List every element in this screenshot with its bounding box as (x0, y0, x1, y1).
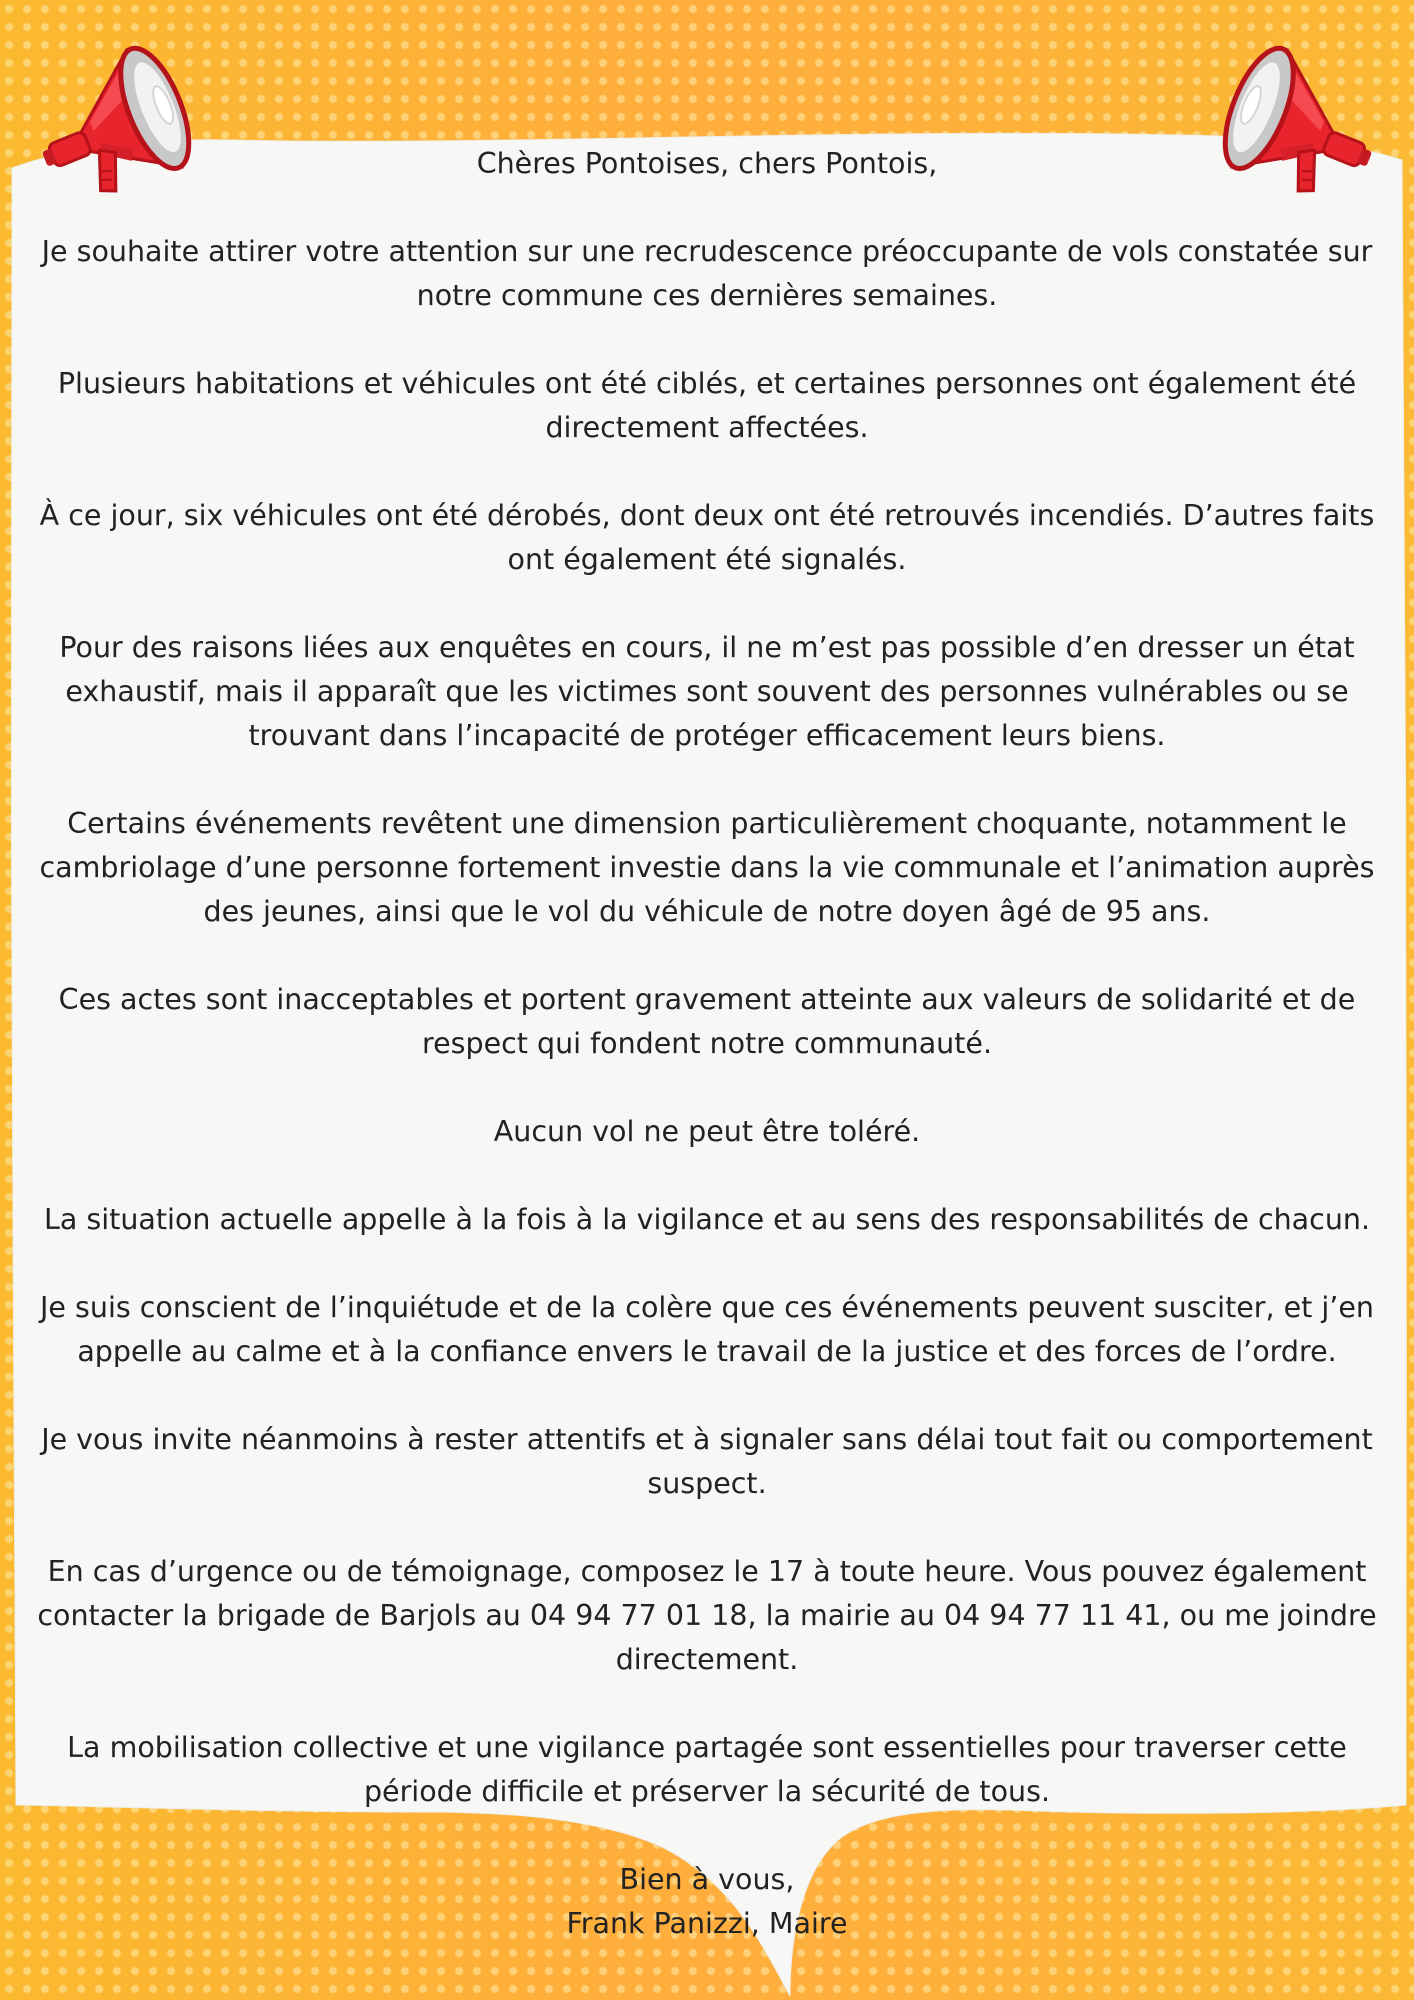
letter-greeting: Chères Pontoises, chers Pontois, (476, 147, 938, 180)
letter-signature: Frank Panizzi, Maire (566, 1907, 848, 1940)
letter-paragraph: Je suis conscient de l’inquiétude et de la colère que ces événements peuvent susciter, et j’en appelle au calme et à la confiance envers le travail de la justice et des forces de l’ordre. (40, 1291, 1374, 1368)
letter-paragraph: Je vous invite néanmoins à rester attentifs et à signaler sans délai tout fait ou comportement suspect. (41, 1423, 1373, 1500)
letter-paragraph: Pour des raisons liées aux enquêtes en cours, il ne m’est pas possible d’en dresser un état exhaustif, mais il apparaît que les victimes sont souvent des personnes vulnérables ou se trouvant dans l’incapacité de protéger efficacement leurs biens. (59, 631, 1355, 752)
letter-paragraph: La situation actuelle appelle à la fois à la vigilance et au sens des responsabilités de chacun. (43, 1203, 1370, 1236)
letter-body (14, 142, 1400, 1946)
letter-paragraph: Ces actes sont inacceptables et portent gravement atteinte aux valeurs de solidarité et de respect qui fondent notre communauté. (58, 983, 1356, 1060)
letter-paragraph: En cas d’urgence ou de témoignage, composez le 17 à toute heure. Vous pouvez également contacter la brigade de Barjols au 04 94 77 01 18, la mairie au 04 94 77 11 41, ou me joindre directement. (37, 1555, 1377, 1676)
letter-paragraph: Aucun vol ne peut être toléré. (493, 1115, 921, 1148)
letter-paragraph: Certains événements revêtent une dimension particulièrement choquante, notamment le cambriolage d’une personne fortement investie dans la vie communale et l’animation auprès des jeunes, ainsi que le vol du véhicule de notre doyen âgé de 95 ans. (39, 807, 1375, 928)
letter-paragraph: La mobilisation collective et une vigilance partagée sont essentielles pour traverser cette période difficile et préserver la sécurité de tous. (67, 1731, 1347, 1808)
letter-closing: Bien à vous, (619, 1863, 795, 1896)
letter-paragraph: À ce jour, six véhicules ont été dérobés, dont deux ont été retrouvés incendiés. D’autres faits ont également été signalés. (39, 499, 1375, 576)
letter-paragraph: Je souhaite attirer votre attention sur une recrudescence préoccupante de vols constatée sur notre commune ces dernières semaines. (41, 235, 1373, 312)
letter-paragraph: Plusieurs habitations et véhicules ont été ciblés, et certaines personnes ont également été directement affectées. (57, 367, 1357, 444)
letter-signature-block (14, 1858, 1400, 1946)
